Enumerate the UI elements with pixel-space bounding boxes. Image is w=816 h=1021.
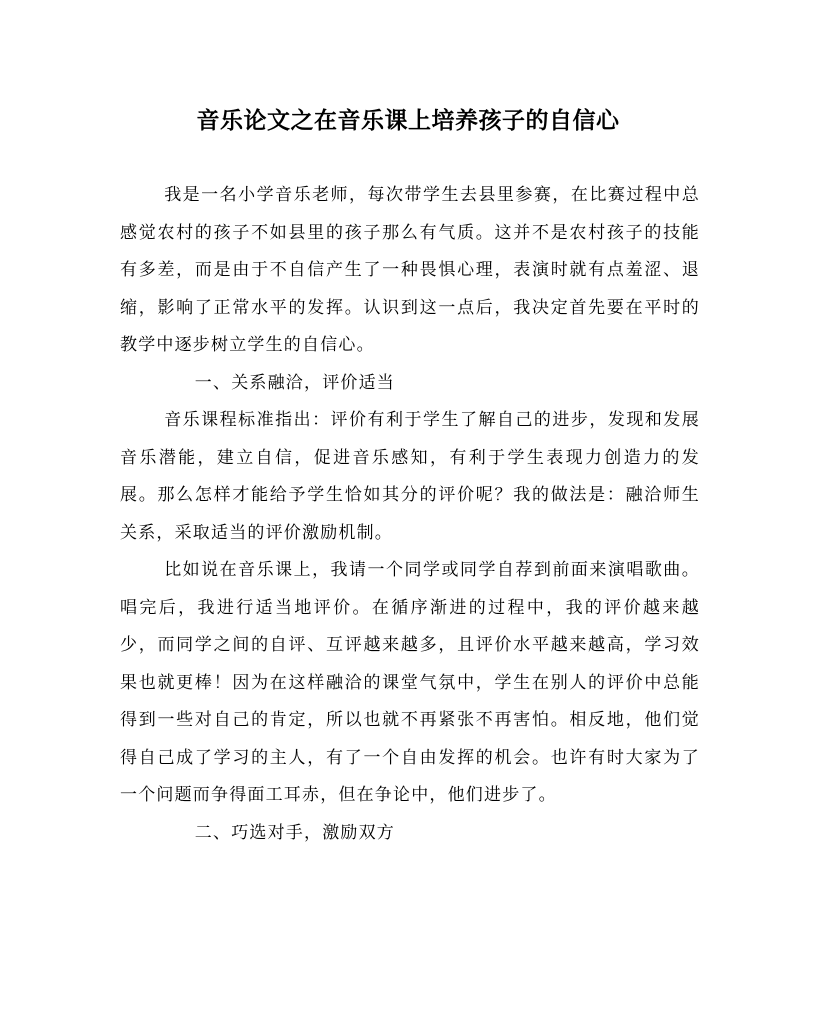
document-title: 音乐论文之在音乐课上培养孩子的自信心 <box>196 107 620 134</box>
paragraph-curriculum-standard: 音乐课程标准指出：评价有利于学生了解自己的进步，发现和发展音乐潜能，建立自信，促进音乐感知，有利于学生表现力创造力的发展。那么怎样才能给予学生恰如其分的评价呢？我的做法是：融洽师生关系，采取适当的评价激励机制。 <box>120 410 700 543</box>
paragraph-intro: 我是一名小学音乐老师，每次带学生去县里参赛，在比赛过程中总感觉农村的孩子不如县里的孩子那么有气质。这并不是农村孩子的技能有多差，而是由于不自信产生了一种畏惧心理，表演时就有点羞涩、退缩，影响了正常水平的发挥。认识到这一点后，我决定首先要在平时的教学中逐步树立学生的自信心。 <box>120 185 700 355</box>
document-body <box>120 177 700 852</box>
section-heading-1: 一、关系融洽，评价适当 <box>194 372 395 393</box>
section-heading-2: 二、巧选对手，激励双方 <box>194 822 395 843</box>
paragraph-classroom-example: 比如说在音乐课上，我请一个同学或同学自荐到前面来演唱歌曲。唱完后，我进行适当地评价。在循序渐进的过程中，我的评价越来越少，而同学之间的自评、互评越来越多，且评价水平越来越高，学习效果也就更棒！因为在这样融洽的课堂气氛中，学生在别人的评价中总能得到一些对自己的肯定，所以也就不再紧张不再害怕。相反地，他们觉得自己成了学习的主人，有了一个自由发挥的机会。也许有时大家为了一个问题而争得面工耳赤，但在争论中，他们进步了。 <box>120 560 700 805</box>
